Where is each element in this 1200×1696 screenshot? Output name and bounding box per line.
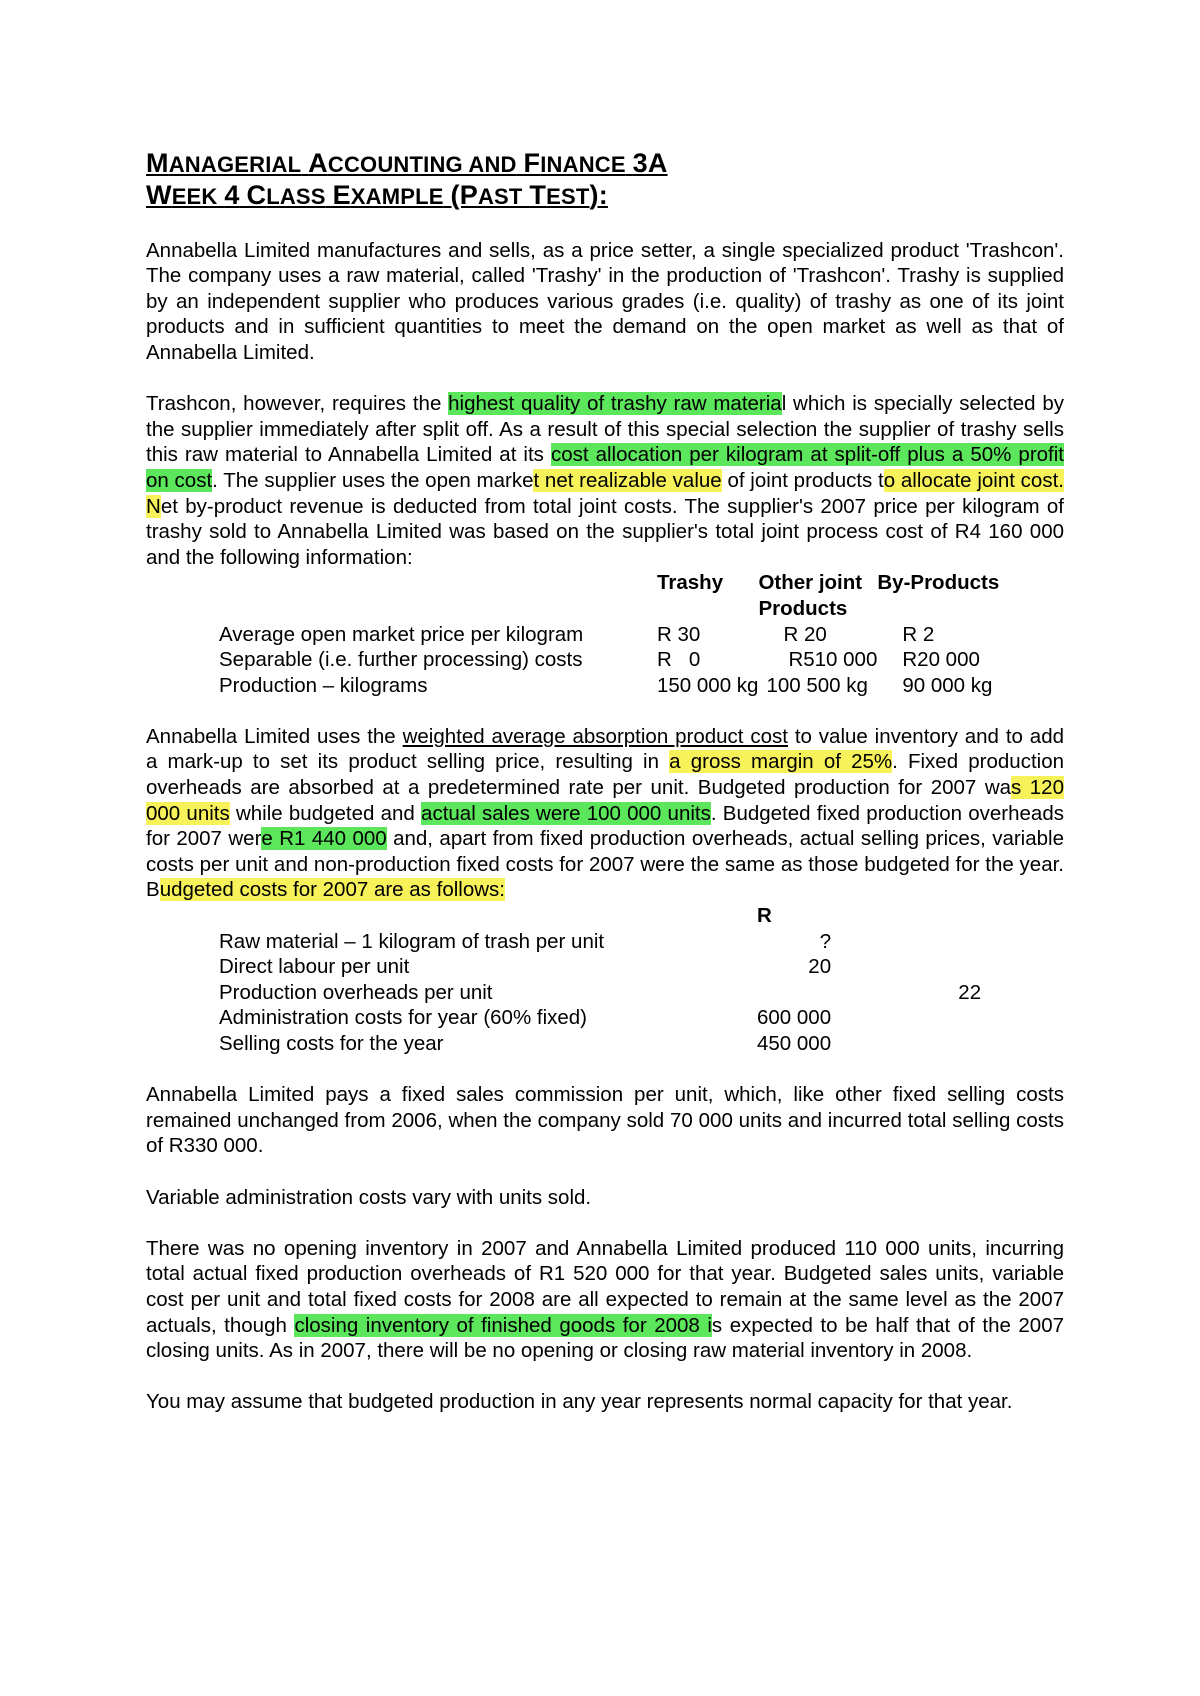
column-header: By-Products	[877, 571, 1000, 595]
table-header-row	[219, 903, 981, 929]
table-cell: R 0	[657, 648, 701, 672]
row-label: Administration costs for year (60% fixed)	[219, 1006, 587, 1030]
table-row	[219, 1031, 981, 1057]
paragraph-commission: Annabella Limited pays a fixed sales commission per unit, which, like other fixed selling costs remained unchanged from 2006, when the company sold 70 000 units and incurred total selling costs of R330 000.	[146, 1083, 1064, 1158]
table-cell	[831, 929, 981, 955]
highlight-green: actual sales were 100 000 units	[421, 801, 711, 825]
table-header-row	[219, 570, 999, 596]
highlight-yellow: udgeted costs for 2007 are as follows:	[159, 878, 505, 902]
table-cell: 100 500 kg	[766, 673, 868, 697]
row-label: Selling costs for the year	[219, 1032, 444, 1055]
table-row	[219, 1005, 981, 1031]
table-row	[219, 954, 981, 980]
highlight-yellow: o allocate joint cost. N	[146, 468, 1064, 518]
row-label: Average open market price per kilogram	[219, 622, 584, 646]
table-cell	[831, 1005, 981, 1031]
row-label: Raw material – 1 kilogram of trash per unit	[219, 929, 605, 953]
table-cell	[831, 1031, 981, 1057]
table-row	[219, 980, 981, 1006]
column-header: Trashy	[657, 571, 724, 595]
highlight-green: highest quality of trashy raw materia	[448, 392, 782, 416]
paragraph-admin-costs: Variable administration costs vary with units sold.	[146, 1185, 592, 1209]
table-cell: 150 000 kg	[657, 673, 759, 697]
highlight-green: closing inventory of finished goods for 2008 i	[294, 1313, 712, 1337]
highlight-yellow: a gross margin of 25%	[669, 750, 893, 774]
table-cell	[831, 954, 981, 980]
joint-products-table	[219, 570, 999, 698]
table-cell	[757, 980, 831, 1006]
highlight-green: e R1 440 000	[261, 827, 387, 851]
column-header: Other joint	[758, 571, 863, 595]
document-title	[146, 148, 1064, 212]
paragraph-intro: Annabella Limited manufactures and sells, as a price setter, a single specialized product 'Trashcon'. The company uses a raw material, called 'Trashy' in the production of 'Trashcon'. Trashy is supplied by an independent supplier who produces various grades (i.e. quality) of trashy as one of its joint products and in sufficient quantities to meet the demand on the open market as well as that of Annabella Limited.	[146, 238, 1064, 364]
table-cell: 600 000	[757, 1006, 832, 1030]
title-line-2: WEEK 4 CLASS EXAMPLE (PAST TEST):	[146, 180, 608, 210]
column-header: Products	[758, 596, 848, 620]
paragraph-capacity: You may assume that budgeted production in any year represents normal capacity for that year.	[146, 1390, 1013, 1414]
table-row	[219, 622, 999, 648]
table-header-row	[219, 596, 999, 622]
table-row	[219, 647, 999, 673]
table-cell: 450 000	[757, 1032, 832, 1055]
table-cell: R 20	[783, 622, 827, 646]
table-cell: R 30	[657, 622, 701, 646]
table-cell: R510 000	[788, 648, 878, 672]
paragraph-inventory: There was no opening inventory in 2007 and Annabella Limited produced 110 000 units, incurring total actual fixed production overheads of R1 520 000 for that year. Budgeted sales units, variable cost per unit and total fixed costs for 2008 are all expected to remain at the same level as the 2007 actuals, though closing inventory of finished goods for 2008 is expected to be half that of the 2007 closing units. As in 2007, there will be no opening or closing raw material inventory in 2008.	[146, 1236, 1065, 1363]
row-label: Production – kilograms	[219, 673, 428, 697]
highlight-yellow: t net realizable value	[533, 468, 722, 492]
table-cell: 90 000 kg	[902, 673, 993, 697]
title-line-1: MANAGERIAL ACCOUNTING AND FINANCE 3A	[146, 148, 668, 178]
highlight-green: cost allocation per kilogram at split-off plus a 50% profit on cost	[146, 443, 1064, 492]
column-header: R	[757, 904, 772, 928]
table-row	[219, 673, 999, 699]
table-cell: 22	[958, 980, 982, 1004]
row-label: Separable (i.e. further processing) costs	[219, 648, 583, 672]
table-cell: R 2	[902, 622, 935, 646]
highlight-yellow: s 120 000 units	[146, 776, 1064, 825]
paragraph-absorption: Annabella Limited uses the weighted average absorption product cost to value inventory and to add a mark-up to set its product selling price, resulting in a gross margin of 25%. Fixed production overheads are absorbed at a predetermined rate per unit. Budgeted production for 2007 was 120 000 units while budgeted and actual sales were 100 000 units. Budgeted fixed production overheads for 2007 were R1 440 000 and, apart from fixed production overheads, actual selling prices, variable costs per unit and non-production fixed costs for 2007 were the same as those budgeted for the year. Budgeted costs for 2007 are as follows:	[146, 724, 1065, 902]
row-label: Production overheads per unit	[219, 980, 493, 1004]
budgeted-costs-table	[219, 903, 981, 1057]
underlined-text: weighted average absorption product cost	[402, 724, 788, 748]
row-label: Direct labour per unit	[219, 955, 410, 979]
table-cell: ?	[819, 929, 832, 953]
table-row	[219, 929, 981, 955]
document-page	[146, 148, 1064, 1415]
table-cell: R20 000	[902, 648, 980, 672]
table-cell: 20	[808, 955, 832, 979]
paragraph-trashcon: Trashcon, however, requires the highest quality of trashy raw material which is specially selected by the supplier immediately after split off. As a result of this special selection the supplier of trashy sells this raw material to Annabella Limited at its cost allocation per kilogram at split-off plus a 50% profit on cost. The supplier uses the open market net realizable value of joint products to allocate joint cost. Net by-product revenue is deducted from total joint costs. The supplier's 2007 price per kilogram of trashy sold to Annabella Limited was based on the supplier's total joint process cost of R4 160 000 and the following information:	[146, 392, 1064, 569]
